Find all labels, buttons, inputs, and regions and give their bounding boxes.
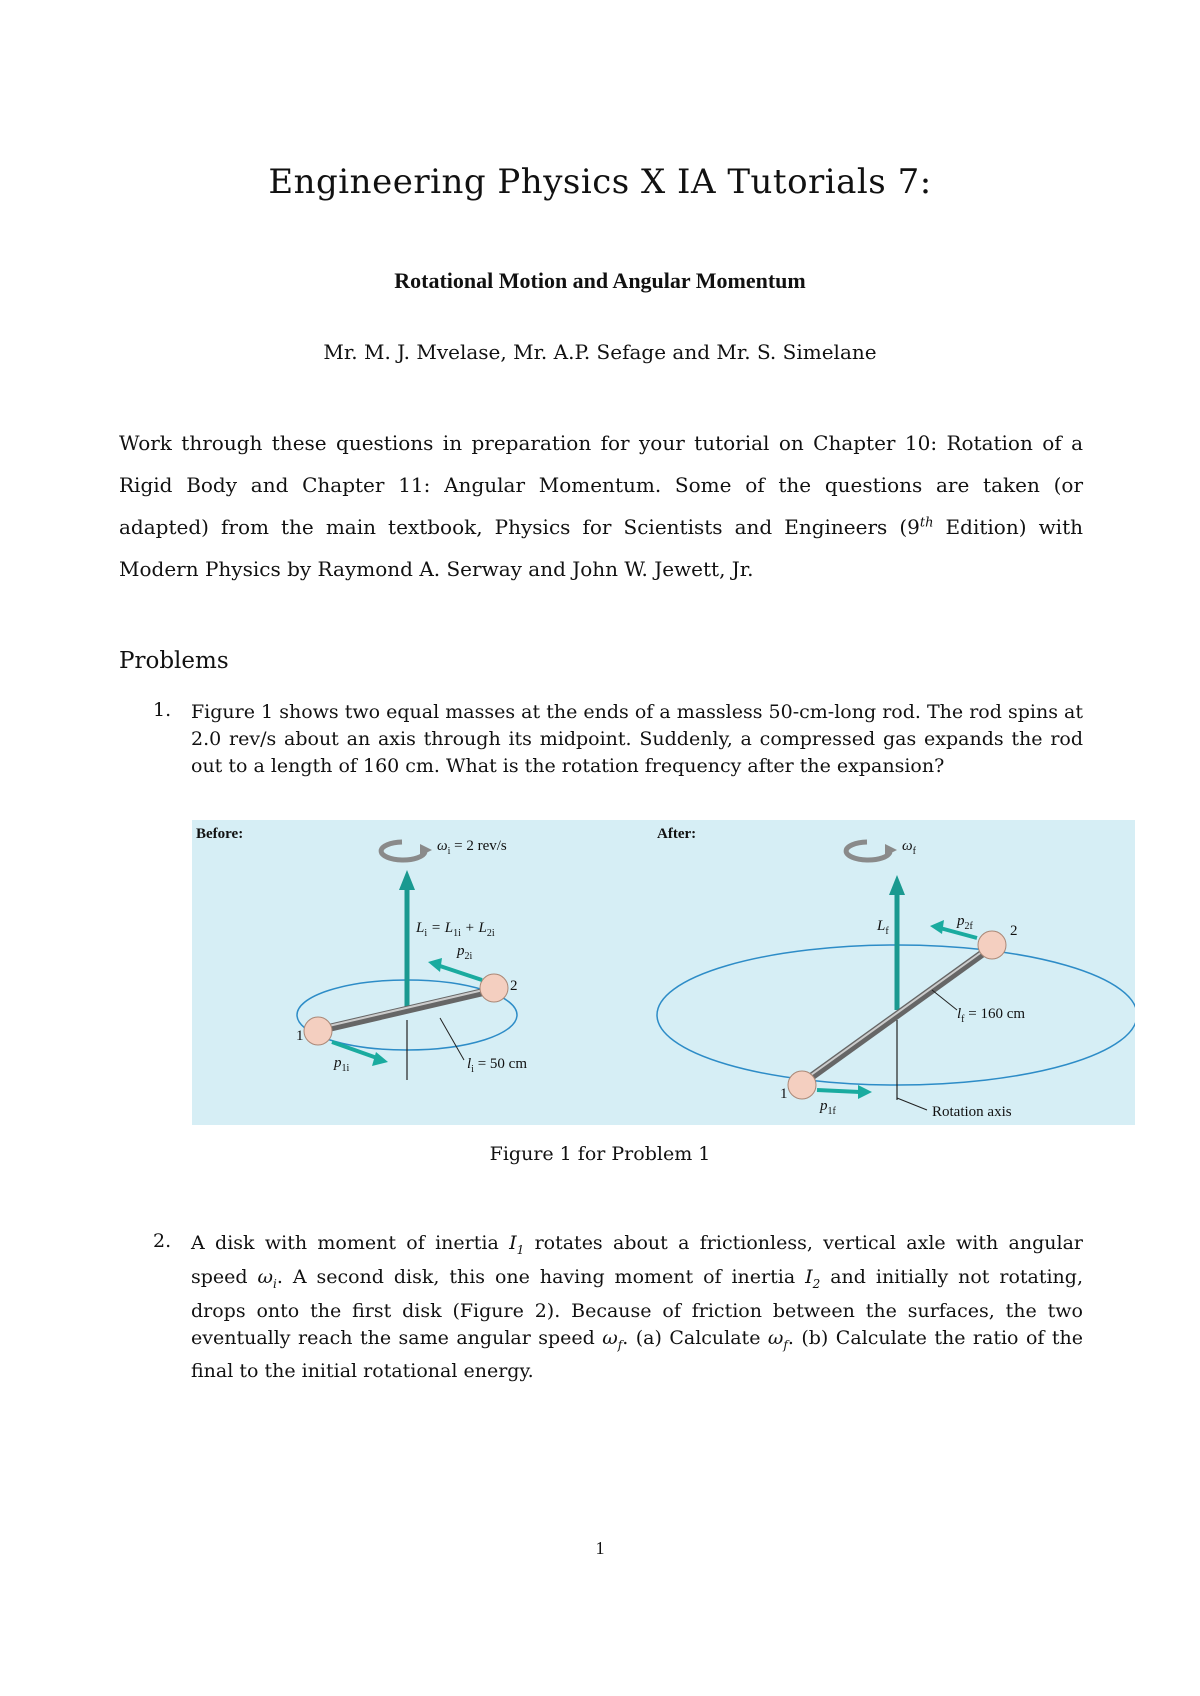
figure-caption: Figure 1 for Problem 1 (489, 1143, 711, 1165)
mass-2-label-before: 2 (510, 978, 518, 994)
mass-1-before (304, 1017, 332, 1045)
math-omega-f-2: $\omega_f$ (767, 1326, 788, 1352)
lf-label: $l_f = 160$ cm (957, 1006, 1026, 1025)
omega-f-label: $\omega_f$ (902, 838, 916, 857)
mass-2-after (978, 931, 1006, 959)
math-omega-i: $\omega_i$ (257, 1265, 277, 1291)
problem-2-number: 2. (153, 1230, 172, 1252)
intro-superscript: th (919, 515, 934, 531)
problems-heading: Problems (119, 648, 229, 674)
mass-2-before (480, 974, 508, 1002)
after-label: After: (657, 826, 697, 842)
mass-2-label-after: 2 (1010, 923, 1018, 939)
p2i-label: $p_{2i}$ (457, 943, 473, 962)
intro-text-part1: Work through these questions in preparation for your tutorial on Chapter 10: Rotation of a Rigid Body and Chapter 11: Angular Momentum. Some of the questions are taken (or adapted) from the main textbook, Physics for Scientists and Engineers (9 (119, 431, 1083, 539)
authors: Mr. M. J. Mvelase, Mr. A.P. Sefage and Mr. S. Simelane (323, 340, 877, 364)
page-title: Engineering Physics X IA Tutorials 7: (268, 162, 932, 202)
problem-1-text: Figure 1 shows two equal masses at the ends of a massless 50-cm-long rod. The rod spins at 2.0 rev/s about an axis through its midpoint. Suddenly, a compressed gas expands the rod out to a length of 160 cm. What is the rotation frequency after the expansion? (191, 701, 1083, 777)
figure-1 (192, 820, 1135, 1125)
li-label: $l_i = 50$ cm (467, 1056, 527, 1075)
page-number: 1 (595, 1538, 605, 1558)
p2f-label: $p_{2f}$ (957, 913, 973, 932)
p1f-label: $p_{1f}$ (820, 1098, 836, 1117)
problem-1-number: 1. (153, 699, 172, 721)
subtitle: Rotational Motion and Angular Momentum (394, 268, 806, 293)
mass-1-label-before: 1 (296, 1028, 304, 1044)
mass-1-after (788, 1071, 816, 1099)
intro-text-part2: Edition) with Modern Physics by Raymond A. Serway and John W. Jewett, Jr. (119, 515, 1083, 581)
problem-2-text: A disk with moment of inertia $I_1$ rotates about a frictionless, vertical axle with angular speed $\omega_i$. A second disk, this one having moment of inertia $I_2$ and initially not rotating, drops onto the first disk (Figure 2). Because of friction between the surfaces, the two eventually reach the same angular speed $\omega_f$. (a) Calculate $\omega_f$. (b) Calculate the ratio of the final to the initial rotational energy. (191, 1232, 1083, 1383)
math-omega-f: $\omega_f$ (602, 1326, 623, 1352)
p1i-label: $p_{1i}$ (334, 1055, 350, 1074)
intro-paragraph (119, 422, 1083, 590)
mass-1-label-after: 1 (780, 1086, 788, 1102)
before-label: Before: (196, 826, 244, 842)
math-I2: $I_2$ (805, 1265, 821, 1291)
omega-i-label: $\omega_i = 2$ rev/s (437, 838, 507, 857)
L-equation: $L_i = L_{1i} + L_{2i}$ (416, 920, 495, 939)
rotation-axis-label: Rotation axis (932, 1104, 1012, 1120)
math-I1: $I_1$ (509, 1232, 525, 1257)
Lf-label: $L_f$ (877, 918, 889, 937)
p1f-arrow (817, 1090, 860, 1092)
